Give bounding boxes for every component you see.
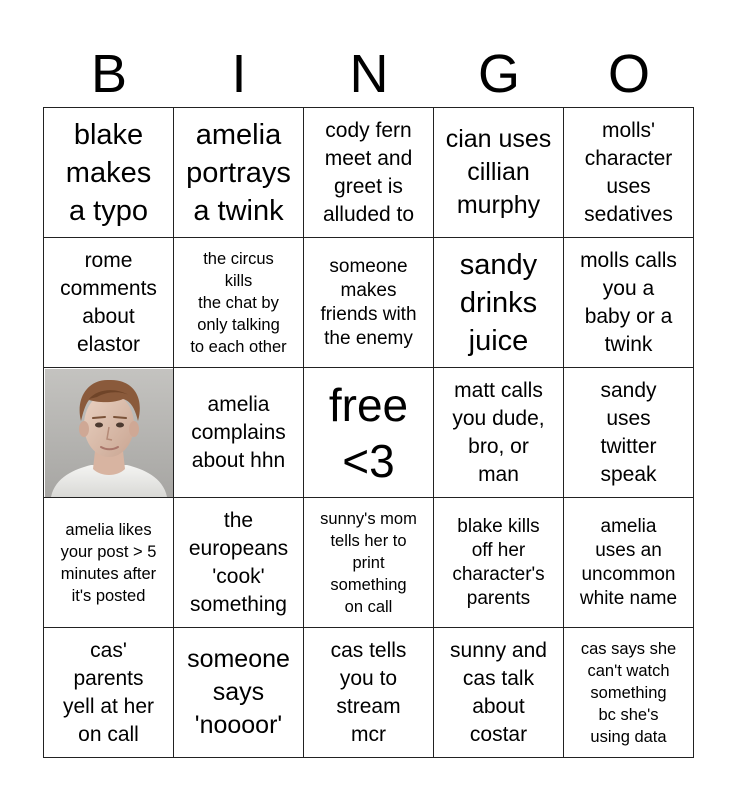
cell-text: someone says 'noooor' [187, 645, 290, 739]
portrait-photo [45, 369, 173, 497]
bingo-cell[interactable] [44, 238, 174, 368]
bingo-cell[interactable] [44, 108, 174, 238]
bingo-cell[interactable] [434, 238, 564, 368]
cell-text: sunny's mom tells her to print something on call [320, 509, 417, 616]
free-space-text: free <3 [328, 378, 409, 487]
header-letter-b: B [90, 44, 128, 104]
cell-text: the circus kills the chat by only talking to each other [190, 249, 287, 356]
cell-text: the europeans 'cook' something [188, 508, 289, 616]
bingo-cell[interactable] [304, 108, 434, 238]
bingo-cell[interactable] [304, 498, 434, 628]
bingo-cell[interactable] [174, 368, 304, 498]
cell-text: blake makes a typo [65, 118, 152, 227]
bingo-cell[interactable] [174, 498, 304, 628]
cell-text: amelia uses an uncommon white name [579, 515, 678, 609]
cell-text: amelia complains about hhn [191, 392, 286, 472]
bingo-cell[interactable] [304, 238, 434, 368]
cell-text: cas says she can't watch something bc she's using data [580, 639, 677, 746]
header-letter-o: O [607, 44, 650, 104]
cell-text: sandy drinks juice [459, 248, 538, 357]
bingo-cell[interactable] [564, 368, 694, 498]
bingo-grid [43, 107, 694, 758]
cell-text: sunny and cas talk about costar [450, 638, 547, 746]
header-letter-i: I [231, 44, 247, 104]
bingo-cell[interactable] [174, 108, 304, 238]
cell-text: molls' character uses sedatives [584, 118, 673, 226]
cell-text: cas' parents yell at her on call [62, 638, 155, 746]
cell-text: cian uses cillian murphy [445, 125, 552, 219]
header-letter-n: N [349, 44, 389, 104]
bingo-cell[interactable] [564, 238, 694, 368]
bingo-cell[interactable] [174, 238, 304, 368]
bingo-cell[interactable] [564, 108, 694, 238]
bingo-cell[interactable] [44, 628, 174, 758]
bingo-cell[interactable] [564, 628, 694, 758]
bingo-cell[interactable] [564, 498, 694, 628]
cell-text: blake kills off her character's parents [452, 515, 545, 609]
cell-text: matt calls you dude, bro, or man [452, 378, 545, 486]
bingo-cell[interactable] [434, 498, 564, 628]
bingo-cell[interactable] [44, 498, 174, 628]
header-letter-g: G [477, 44, 520, 104]
cell-text: amelia likes your post > 5 minutes after it's posted [60, 520, 157, 605]
bingo-cell[interactable] [174, 628, 304, 758]
cell-text: amelia portrays a twink [186, 118, 291, 227]
free-space-cell[interactable] [304, 368, 434, 498]
bingo-cell[interactable] [434, 108, 564, 238]
bingo-cell-photo[interactable] [44, 368, 174, 498]
cell-text: sandy uses twitter speak [600, 378, 657, 486]
cell-text: rome comments about elastor [60, 248, 157, 356]
cell-text: cas tells you to stream mcr [330, 638, 407, 746]
cell-text: cody fern meet and greet is alluded to [322, 118, 415, 226]
bingo-cell[interactable] [304, 628, 434, 758]
cell-text: molls calls you a baby or a twink [580, 248, 677, 356]
bingo-cell[interactable] [434, 628, 564, 758]
bingo-header [44, 42, 694, 106]
cell-text: someone makes friends with the enemy [320, 255, 417, 349]
bingo-cell[interactable] [434, 368, 564, 498]
